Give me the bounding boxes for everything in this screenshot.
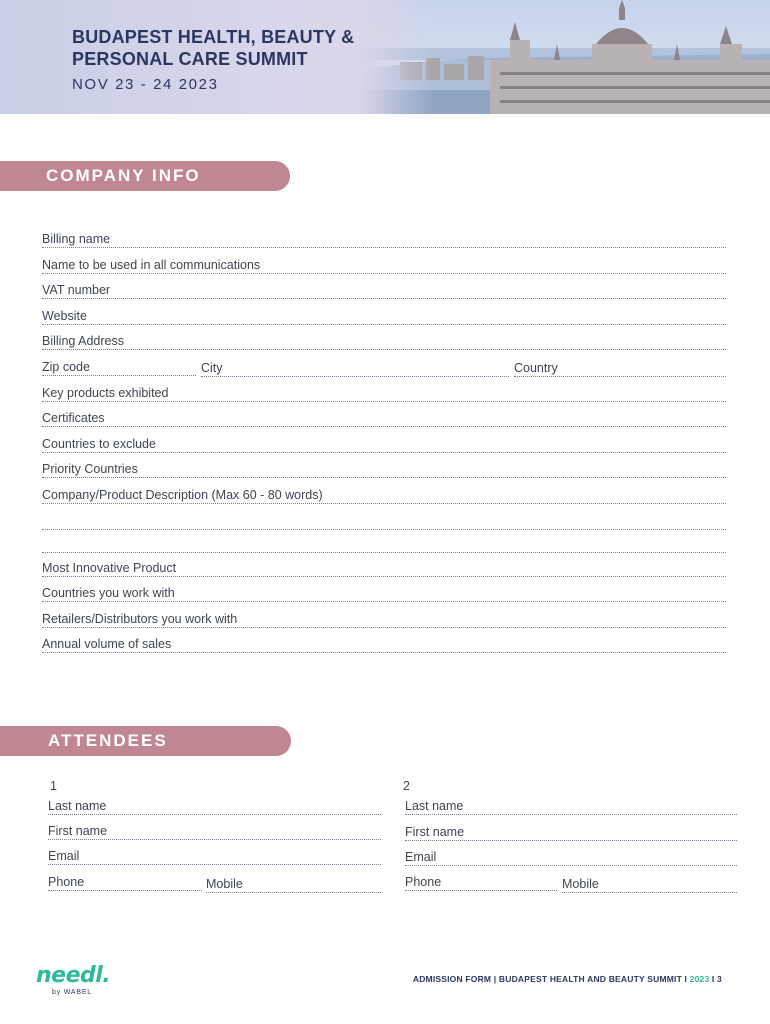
logo-byline: by WABEL [52, 989, 92, 996]
priority-countries-label: Priority Countries [42, 462, 138, 476]
retailers-label: Retailers/Distributors you work with [42, 612, 238, 626]
attendee-1-mobile-field[interactable] [206, 877, 381, 893]
zip-code-field[interactable] [42, 360, 196, 376]
country-field[interactable] [514, 361, 726, 377]
logo-wordmark: needl. [36, 963, 111, 988]
company-description-field[interactable] [42, 488, 726, 504]
retailers-field[interactable] [42, 612, 726, 628]
attendee-2-first-name-field[interactable] [405, 825, 737, 841]
innovative-product-field[interactable] [42, 561, 726, 577]
header-banner [0, 0, 770, 114]
attendee-1-phone-field[interactable] [48, 875, 202, 891]
annual-volume-label: Annual volume of sales [42, 637, 172, 651]
company-info-heading: COMPANY INFO [0, 161, 290, 191]
budapest-parliament-image [360, 0, 770, 114]
country-label: Country [514, 361, 558, 375]
footer-year: 2023 [689, 974, 710, 984]
email-label: Email [405, 850, 437, 864]
attendee-2-phone-field[interactable] [405, 875, 557, 891]
vat-number-field[interactable] [42, 283, 726, 299]
company-description-label: Company/Product Description (Max 60 - 80 words) [42, 488, 323, 502]
first-name-label: First name [48, 824, 108, 838]
last-name-label: Last name [48, 799, 107, 813]
event-date: NOV 23 - 24 2023 [72, 76, 219, 93]
innovative-product-label: Most Innovative Product [42, 561, 177, 575]
billing-name-field[interactable] [42, 232, 726, 248]
mobile-label: Mobile [206, 877, 243, 891]
attendee-2-last-name-field[interactable] [405, 799, 737, 815]
first-name-label: First name [405, 825, 465, 839]
last-name-label: Last name [405, 799, 464, 813]
attendee-1-email-field[interactable] [48, 849, 381, 865]
phone-label: Phone [405, 875, 442, 889]
certificates-field[interactable] [42, 411, 726, 427]
billing-address-label: Billing Address [42, 334, 124, 348]
website-label: Website [42, 309, 87, 323]
needl-logo [36, 963, 111, 1001]
phone-label: Phone [48, 875, 85, 889]
company-description-line-2[interactable] [42, 514, 726, 530]
certificates-label: Certificates [42, 411, 105, 425]
city-label: City [201, 361, 223, 375]
event-title: BUDAPEST HEALTH, BEAUTY & PERSONAL CARE SUMMIT [72, 27, 355, 69]
email-label: Email [48, 849, 80, 863]
attendee-1-first-name-field[interactable] [48, 824, 381, 840]
key-products-label: Key products exhibited [42, 386, 169, 400]
zip-code-label: Zip code [42, 360, 90, 374]
countries-work-field[interactable] [42, 586, 726, 602]
company-description-line-3[interactable] [42, 537, 726, 553]
attendee-2-email-field[interactable] [405, 850, 737, 866]
countries-exclude-label: Countries to exclude [42, 437, 156, 451]
billing-name-label: Billing name [42, 232, 111, 246]
countries-exclude-field[interactable] [42, 437, 726, 453]
attendee-1-number: 1 [50, 779, 57, 793]
annual-volume-field[interactable] [42, 637, 726, 653]
communications-name-label: Name to be used in all communications [42, 258, 261, 272]
attendee-2-number: 2 [403, 779, 410, 793]
vat-number-label: VAT number [42, 283, 111, 297]
key-products-field[interactable] [42, 386, 726, 402]
footer-caption-prefix: ADMISSION FORM | BUDAPEST HEALTH AND BEAUTY SUMMIT I [412, 974, 690, 984]
attendees-heading: ATTENDEES [0, 726, 291, 756]
priority-countries-field[interactable] [42, 462, 726, 478]
footer-caption [413, 974, 722, 984]
mobile-label: Mobile [562, 877, 599, 891]
attendee-2-mobile-field[interactable] [562, 877, 737, 893]
website-field[interactable] [42, 309, 726, 325]
countries-work-label: Countries you work with [42, 586, 175, 600]
footer-page-number: I 3 [709, 974, 722, 984]
billing-address-field[interactable] [42, 334, 726, 350]
communications-name-field[interactable] [42, 258, 726, 274]
city-field[interactable] [201, 361, 509, 377]
attendee-1-last-name-field[interactable] [48, 799, 381, 815]
